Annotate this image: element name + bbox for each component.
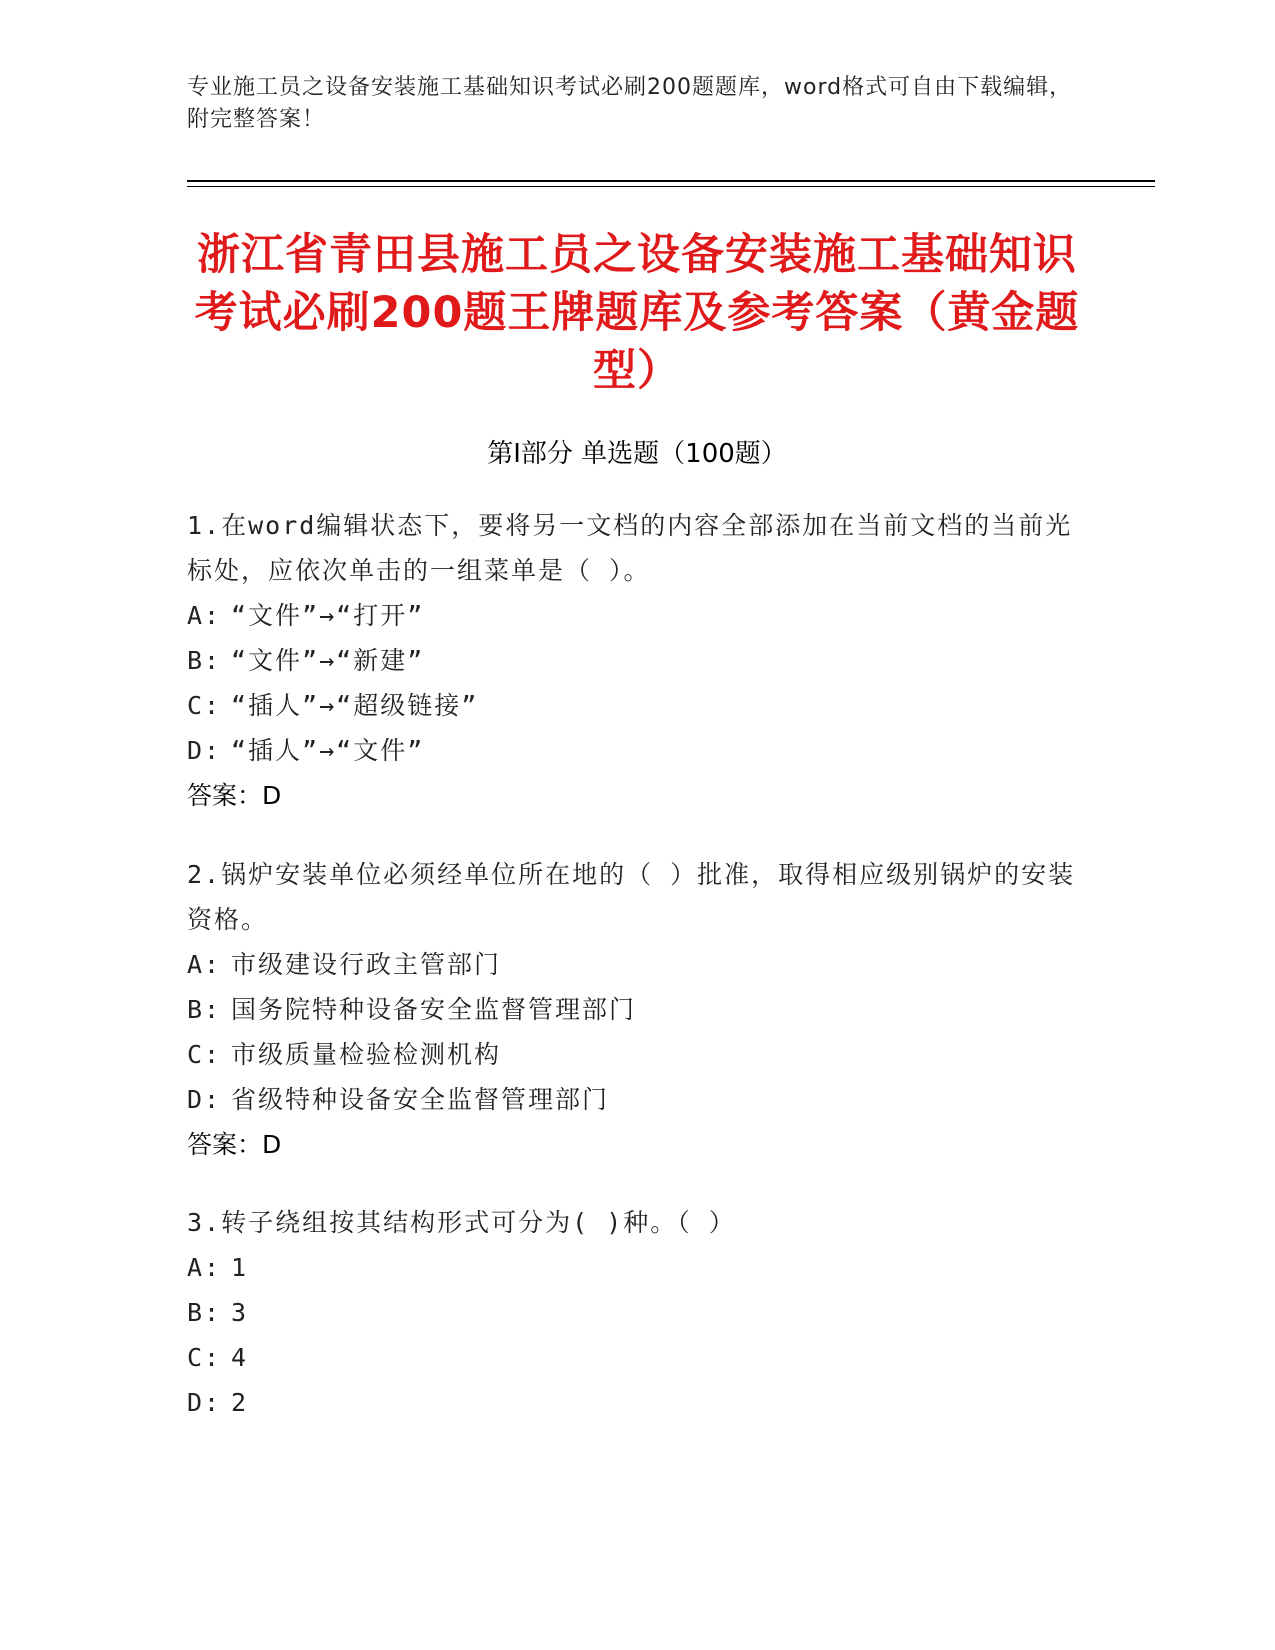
option-b	[187, 1290, 1077, 1335]
question-1	[187, 503, 1077, 818]
option-text: 省级特种设备安全监督管理部门	[231, 1085, 610, 1114]
option-letter: C:	[187, 1343, 222, 1372]
header-divider-thin	[187, 186, 1155, 187]
option-letter: A:	[187, 601, 222, 630]
question-stem: 2.锅炉安装单位必须经单位所在地的（ ）批准，取得相应级别锅炉的安装资格。	[187, 860, 1076, 934]
option-letter: B:	[187, 995, 222, 1024]
option-text: “插人”→“文件”	[231, 736, 425, 765]
option-text: 市级建设行政主管部门	[231, 950, 502, 979]
document-title: 浙江省青田县施工员之设备安装施工基础知识考试必刷200题王牌题库及参考答案（黄金题型）	[194, 230, 1080, 396]
option-letter: A:	[187, 1253, 222, 1282]
option-letter: B:	[187, 1298, 222, 1327]
question-2	[187, 852, 1077, 1167]
section-heading: 第Ⅰ部分 单选题（100题）	[487, 439, 787, 469]
option-d	[187, 1380, 1077, 1425]
option-b	[187, 638, 1077, 683]
option-text: “插人”→“超级链接”	[231, 691, 479, 720]
option-text: 3	[231, 1298, 249, 1327]
option-letter: B:	[187, 646, 222, 675]
option-text: 4	[231, 1343, 249, 1372]
option-b	[187, 987, 1077, 1032]
question-stem: 3.转子绕组按其结构形式可分为( )种。（ ）	[187, 1208, 736, 1237]
option-letter: D:	[187, 1085, 222, 1114]
option-a	[187, 1245, 1077, 1290]
option-c	[187, 1335, 1077, 1380]
option-a	[187, 593, 1077, 638]
option-d	[187, 728, 1077, 773]
option-text: 1	[231, 1253, 249, 1282]
option-c	[187, 683, 1077, 728]
question-stem: 1.在word编辑状态下，要将另一文档的内容全部添加在当前文档的当前光标处，应依次单击的一组菜单是（ ）。	[187, 511, 1073, 585]
option-letter: C:	[187, 1040, 222, 1069]
option-text: “文件”→“打开”	[231, 601, 425, 630]
answer-line: 答案：D	[187, 781, 282, 810]
answer-line: 答案：D	[187, 1130, 282, 1159]
option-letter: D:	[187, 1388, 222, 1417]
header-divider-thick	[187, 180, 1155, 182]
option-c	[187, 1032, 1077, 1077]
header-note: 专业施工员之设备安装施工基础知识考试必刷200题题库，word格式可自由下载编辑，附完整答案！	[187, 75, 1073, 132]
option-text: 市级质量检验检测机构	[231, 1040, 502, 1069]
option-d	[187, 1077, 1077, 1122]
option-text: 2	[231, 1388, 249, 1417]
option-text: “文件”→“新建”	[231, 646, 425, 675]
option-letter: A:	[187, 950, 222, 979]
option-letter: D:	[187, 736, 222, 765]
option-text: 国务院特种设备安全监督管理部门	[231, 995, 637, 1024]
option-a	[187, 942, 1077, 987]
question-3	[187, 1200, 1077, 1425]
option-letter: C:	[187, 691, 222, 720]
